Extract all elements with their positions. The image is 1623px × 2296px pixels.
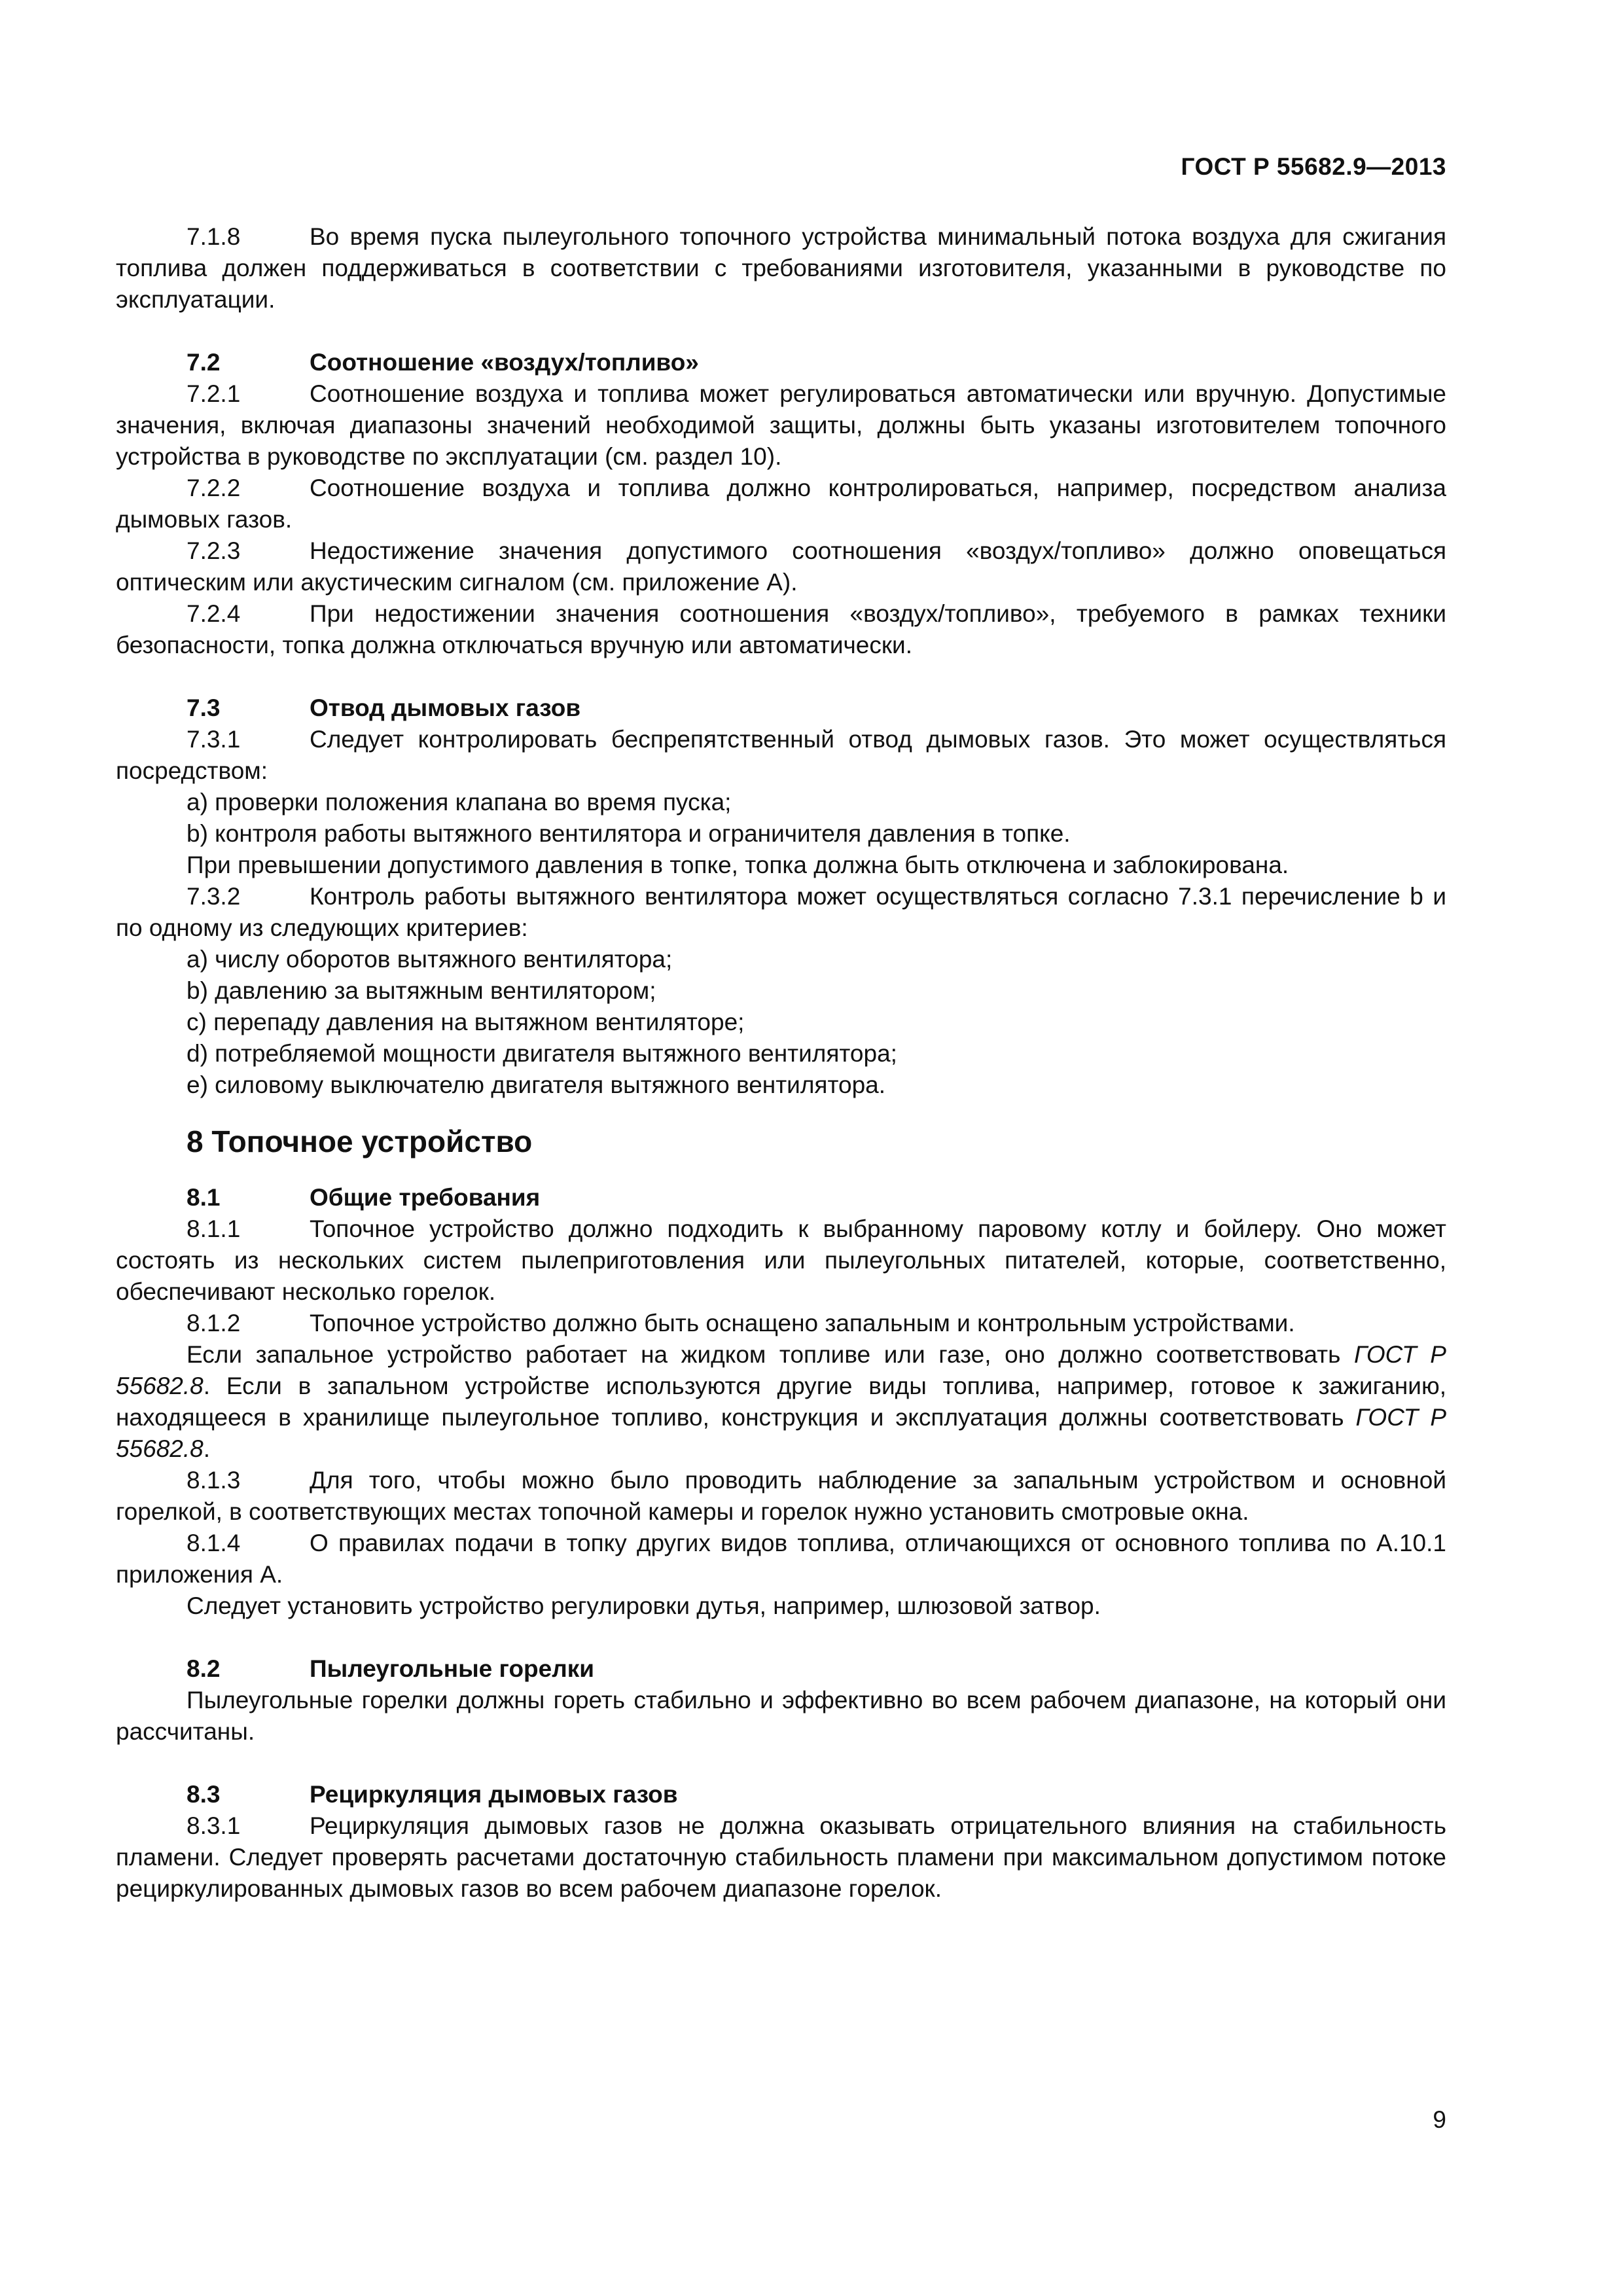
clause-7-2-1: [116, 378, 1446, 473]
clause-text: О правилах подачи в топку других видов топлива, отличающихся от основного топлива по А.10.1 приложения А.: [116, 1530, 1446, 1588]
clause-number: 7.2.4: [187, 600, 241, 627]
clause-text: Топочное устройство должно подходить к выбранному паровому котлу и бойлеру. Оно может состоять из нескольких систем пылеприготовления или пылеугольных питателей, которые, соответственно, обеспечивают несколько горелок.: [116, 1215, 1446, 1305]
section-heading-7-3: [116, 692, 1446, 724]
clause-8-1-1: [116, 1213, 1446, 1308]
list-item: а) числу оборотов вытяжного вентилятора;: [187, 946, 673, 973]
clause-7-2-4: [116, 598, 1446, 661]
clause-7-2-2: [116, 473, 1446, 535]
clause-7-3-1: [116, 724, 1446, 787]
section-number: 8.2: [187, 1655, 221, 1682]
section-heading-8-3: [116, 1779, 1446, 1810]
clause-number: 7.2.3: [187, 537, 241, 564]
clause-number: 8.1.4: [187, 1530, 241, 1556]
clause-text: При недостижении значения соотношения «воздух/топливо», требуемого в рамках техники безопасности, топка должна отключаться вручную или автоматически.: [116, 600, 1446, 658]
section-title: Пылеугольные горелки: [310, 1655, 595, 1682]
clause-number: 8.1.2: [187, 1310, 241, 1336]
clause-7-2-3: [116, 535, 1446, 598]
section-title: Общие требования: [310, 1184, 541, 1211]
paragraph: При превышении допустимого давления в топке, топка должна быть отключена и заблокирована.: [187, 852, 1289, 878]
clause-8-3-1: [116, 1810, 1446, 1905]
clause-number: 8.3.1: [187, 1812, 241, 1839]
clause-text: Следует контролировать беспрепятственный отвод дымовых газов. Это может осуществляться посредством:: [116, 726, 1446, 784]
document-header: ГОСТ Р 55682.9—2013: [1181, 153, 1446, 180]
clause-number: 7.3.1: [187, 726, 241, 753]
clause-text: Соотношение воздуха и топлива должно контролироваться, например, посредством анализа дымовых газов.: [116, 475, 1446, 533]
document-body: [116, 221, 1446, 1905]
section-number: 7.2: [187, 349, 221, 376]
clause-8-1-3: [116, 1465, 1446, 1528]
section-title: Отвод дымовых газов: [310, 694, 581, 721]
clause-text: Рециркуляция дымовых газов не должна оказывать отрицательного влияния на стабильность пламени. Следует проверять расчетами достаточную стабильность пламени при максимальном допустимом потоке рециркулированных дымовых газов во всем рабочем диапазоне горелок.: [116, 1812, 1446, 1902]
clause-number: 7.2.1: [187, 380, 241, 407]
section-heading-8-1: [116, 1182, 1446, 1213]
clause-8-1-4: [116, 1528, 1446, 1590]
section-number: 8.3: [187, 1781, 221, 1808]
standard-reference: ГОСТ Р 55682.8: [116, 1341, 1446, 1399]
clause-text: Топочное устройство должно быть оснащено запальным и контрольным устройствами.: [310, 1310, 1295, 1336]
list-item: d) потребляемой мощности двигателя вытяжного вентилятора;: [187, 1040, 897, 1067]
clause-number: 7.2.2: [187, 475, 241, 501]
section-number: 7.3: [187, 694, 221, 721]
clause-number: 7.3.2: [187, 883, 241, 910]
clause-8-1-2: [116, 1308, 1446, 1339]
clause-number: 8.1.3: [187, 1467, 241, 1494]
paragraph: Следует установить устройство регулировки дутья, например, шлюзовой затвор.: [187, 1592, 1101, 1619]
section-number: 8.1: [187, 1184, 221, 1211]
clause-7-3-2: [116, 881, 1446, 944]
clause-text: Во время пуска пылеугольного топочного устройства минимальный потока воздуха для сжигания топлива должен поддерживаться в соответствии с требованиями изготовителя, указанными в руководстве по эксплуатации.: [116, 223, 1446, 313]
paragraph: Пылеугольные горелки должны гореть стабильно и эффективно во всем рабочем диапазоне, на который они рассчитаны.: [116, 1687, 1446, 1745]
clause-text: Контроль работы вытяжного вентилятора может осуществляться согласно 7.3.1 перечисление b и по одному из следующих критериев:: [116, 883, 1446, 941]
list-item: а) проверки положения клапана во время пуска;: [187, 789, 732, 816]
section-title: Рециркуляция дымовых газов: [310, 1781, 678, 1808]
clause-text: Соотношение воздуха и топлива может регулироваться автоматически или вручную. Допустимые значения, включая диапазоны значений необходимой защиты, должны быть указаны изготовителем топочного устройства в руководстве по эксплуатации (см. раздел 10).: [116, 380, 1446, 470]
standard-reference: ГОСТ Р 55682.8: [116, 1404, 1446, 1462]
clause-7-1-8: [116, 221, 1446, 315]
section-title: Соотношение «воздух/топливо»: [310, 349, 699, 376]
chapter-heading-8: 8 Топочное устройство: [187, 1124, 533, 1158]
list-item: с) перепаду давления на вытяжном вентиляторе;: [187, 1009, 745, 1035]
section-heading-7-2: [116, 347, 1446, 378]
list-item: b) давлению за вытяжным вентилятором;: [187, 977, 656, 1004]
clause-text: Для того, чтобы можно было проводить наблюдение за запальным устройством и основной горелкой, в соответствующих местах топочной камеры и горелок нужно установить смотровые окна.: [116, 1467, 1446, 1525]
page-number: 9: [1433, 2106, 1446, 2133]
section-heading-8-2: [116, 1653, 1446, 1685]
list-item: b) контроля работы вытяжного вентилятора и ограничителя давления в топке.: [187, 820, 1071, 847]
list-item: е) силовому выключателю двигателя вытяжного вентилятора.: [187, 1071, 886, 1098]
text-run: . Если в запальном устройстве используются другие виды топлива, например, готовое к зажиганию, находящееся в хранилище пылеугольное топливо, конструкция и эксплуатация должны соответствовать: [116, 1372, 1446, 1431]
text-run: Если запальное устройство работает на жидком топливе или газе, оно должно соответствовать: [187, 1341, 1354, 1368]
paragraph-ignition: [116, 1339, 1446, 1465]
clause-text: Недостижение значения допустимого соотношения «воздух/топливо» должно оповещаться оптическим или акустическим сигналом (см. приложение А).: [116, 537, 1446, 596]
text-run: .: [203, 1435, 211, 1462]
clause-number: 7.1.8: [187, 223, 241, 250]
clause-number: 8.1.1: [187, 1215, 241, 1242]
